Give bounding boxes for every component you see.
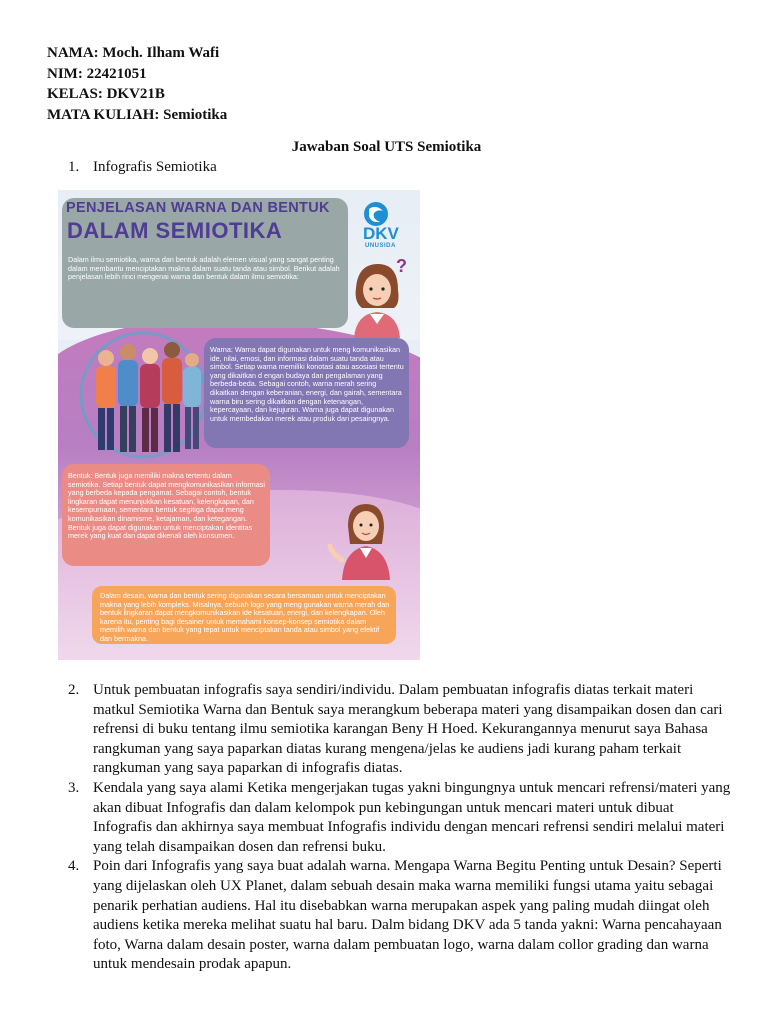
list-item-2 (68, 681, 733, 779)
bentuk-text: Bentuk: Bentuk juga memiliki makna tertentu dalam semiotika. Setiap bentuk dapat mengkomunikasikan informasi yang berbeda kepada pengamat. Sebagai contoh, bentuk lingkaran dapat menunjukkan kesatuan, kelengkapan, dan kesempurnaan, sementara bentuk segitiga dapat meng komunikasikan dinamisme, ketajaman, dan ketegangan. Bentuk juga dapat digunakan untuk menciptakan identitas merek yang kuat dan dapat dikenali oleh konsumen. (68, 471, 265, 541)
list-item-number: 3. (68, 779, 80, 796)
student-name: NAMA: Moch. Ilham Wafi (47, 45, 220, 61)
document-title: Jawaban Soal UTS Semiotika (291, 139, 482, 155)
answer-list (68, 681, 733, 975)
list-item-number: 1. (68, 159, 80, 175)
logo-text: DKV (363, 224, 399, 243)
infographic-heading-large: DALAM SEMIOTIKA (67, 218, 283, 243)
presenting-woman-illustration (326, 500, 404, 580)
list-item-text: Kendala yang saya alami Ketika mengerjakan tugas yakni bingungnya untuk mencari refrensi/materi yang akan dibuat Infografis dan dalam kelompok pun kebingungan untuk mencari materi untuk dibuat Infografis dan akhirnya saya membuat Infografis individu dengan mencari refrensi sendiri melalui materi yang telah disampaikan dosen dan refrensi buku. (93, 779, 731, 855)
people-group-illustration (78, 330, 208, 460)
student-nim: NIM: 22421051 (47, 65, 147, 82)
warna-text: Warna: Warna dapat digunakan untuk meng komunikasikan ide, nilai, emosi, dan informasi dalam suatu tanda atau simbol. Setiap warna memiliki konotasi atau asosiasi tertentu yang dikaitkan d engan budaya dan pengalaman yang berbeda-beda. Sebagai contoh, warna merah sering dikaitkan dengan keberanian, energi, dan gairah, sementara warna biru sering dikaitkan dengan ketenangan, kepercayaan, dan kejujuran. Warna juga dapat digunakan untuk membedakan merek atau produk dari pesaingnya. (210, 345, 404, 423)
intro-text: Dalam ilmu semiotika, warna dan bentuk adalah elemen visual yang sangat penting dalam membantu menciptakan makna dalam suatu tanda atau simbol. Berikut adalah penjelasan lebih rinci mengenai warna dan bentuk dalam ilmu semiotika: (68, 255, 340, 282)
course-name: MATA KULIAH: Semiotika (47, 106, 228, 123)
list-item-1 (68, 159, 217, 176)
question-mark-icon: ? (396, 256, 407, 276)
list-item-number: 4. (68, 858, 80, 875)
list-item-text: Untuk pembuatan infografis saya sendiri/individu. Dalam pembuatan infografis diatas terkait materi matkul Semiotika Warna dan Bentuk saya merangkum beberapa materi yang disampaikan dosen dan cari refrensi di buku tentang ilmu semiotika karangan Beny H Hoed. Kekurangannya menurut saya Bahasa rangkuman yang saya paparkan diatas kurang mengena/jelas ke audiens jadi kurang paham terkait rangkuman yang saya paparkan di infografis diatas. (93, 682, 723, 777)
list-item-4 (68, 857, 733, 975)
logo-subtext: UNUSIDA (365, 243, 396, 249)
list-item-text: Poin dari Infografis yang saya buat adalah warna. Mengapa Warna Begitu Penting untuk Desain? Seperti yang dijelaskan oleh UX Planet, dalam sebuah desain maka warna memiliki fungsi utama yaitu sebagai penarik perhatian audiens. Hal itu disebabkan warna merupakan aspek yang paling mudah diingat oleh audiens ketika mereka melihat suatu hal baru. Dalm bidang DKV ada 5 tanda yakni: Warna pencahayaan foto, Warna dalam desain poster, warna dalam pembuatan logo, warna dalam collor grading dan warna untuk mendesain prodak apapun. (93, 858, 722, 973)
desain-text: Dalam desain, warna dan bentuk sering digunakan secara bersamaan untuk menciptakan makna yang lebih kompleks. Misalnya, sebuah logo yang meng gunakan warna merah dan bentuk lingkaran dapat mengkomunikasikan ide kesatuan, energi, dan kelengkapan. Oleh karena itu, penting bagi desainer untuk memahami konsep-konsep semiotika dalam memilih warna dan bentuk yang tepat untuk menciptakan tanda atau simbol yang efektif dan bermakna. (100, 591, 390, 643)
infographic-heading-small: PENJELASAN WARNA DAN BENTUK (66, 200, 330, 216)
list-item-text: Infografis Semiotika (93, 159, 217, 175)
list-item-number: 2. (68, 682, 80, 698)
student-class: KELAS: DKV21B (47, 86, 165, 102)
list-item-3 (68, 779, 733, 857)
infographic-image (58, 190, 420, 660)
student-info (47, 43, 227, 125)
